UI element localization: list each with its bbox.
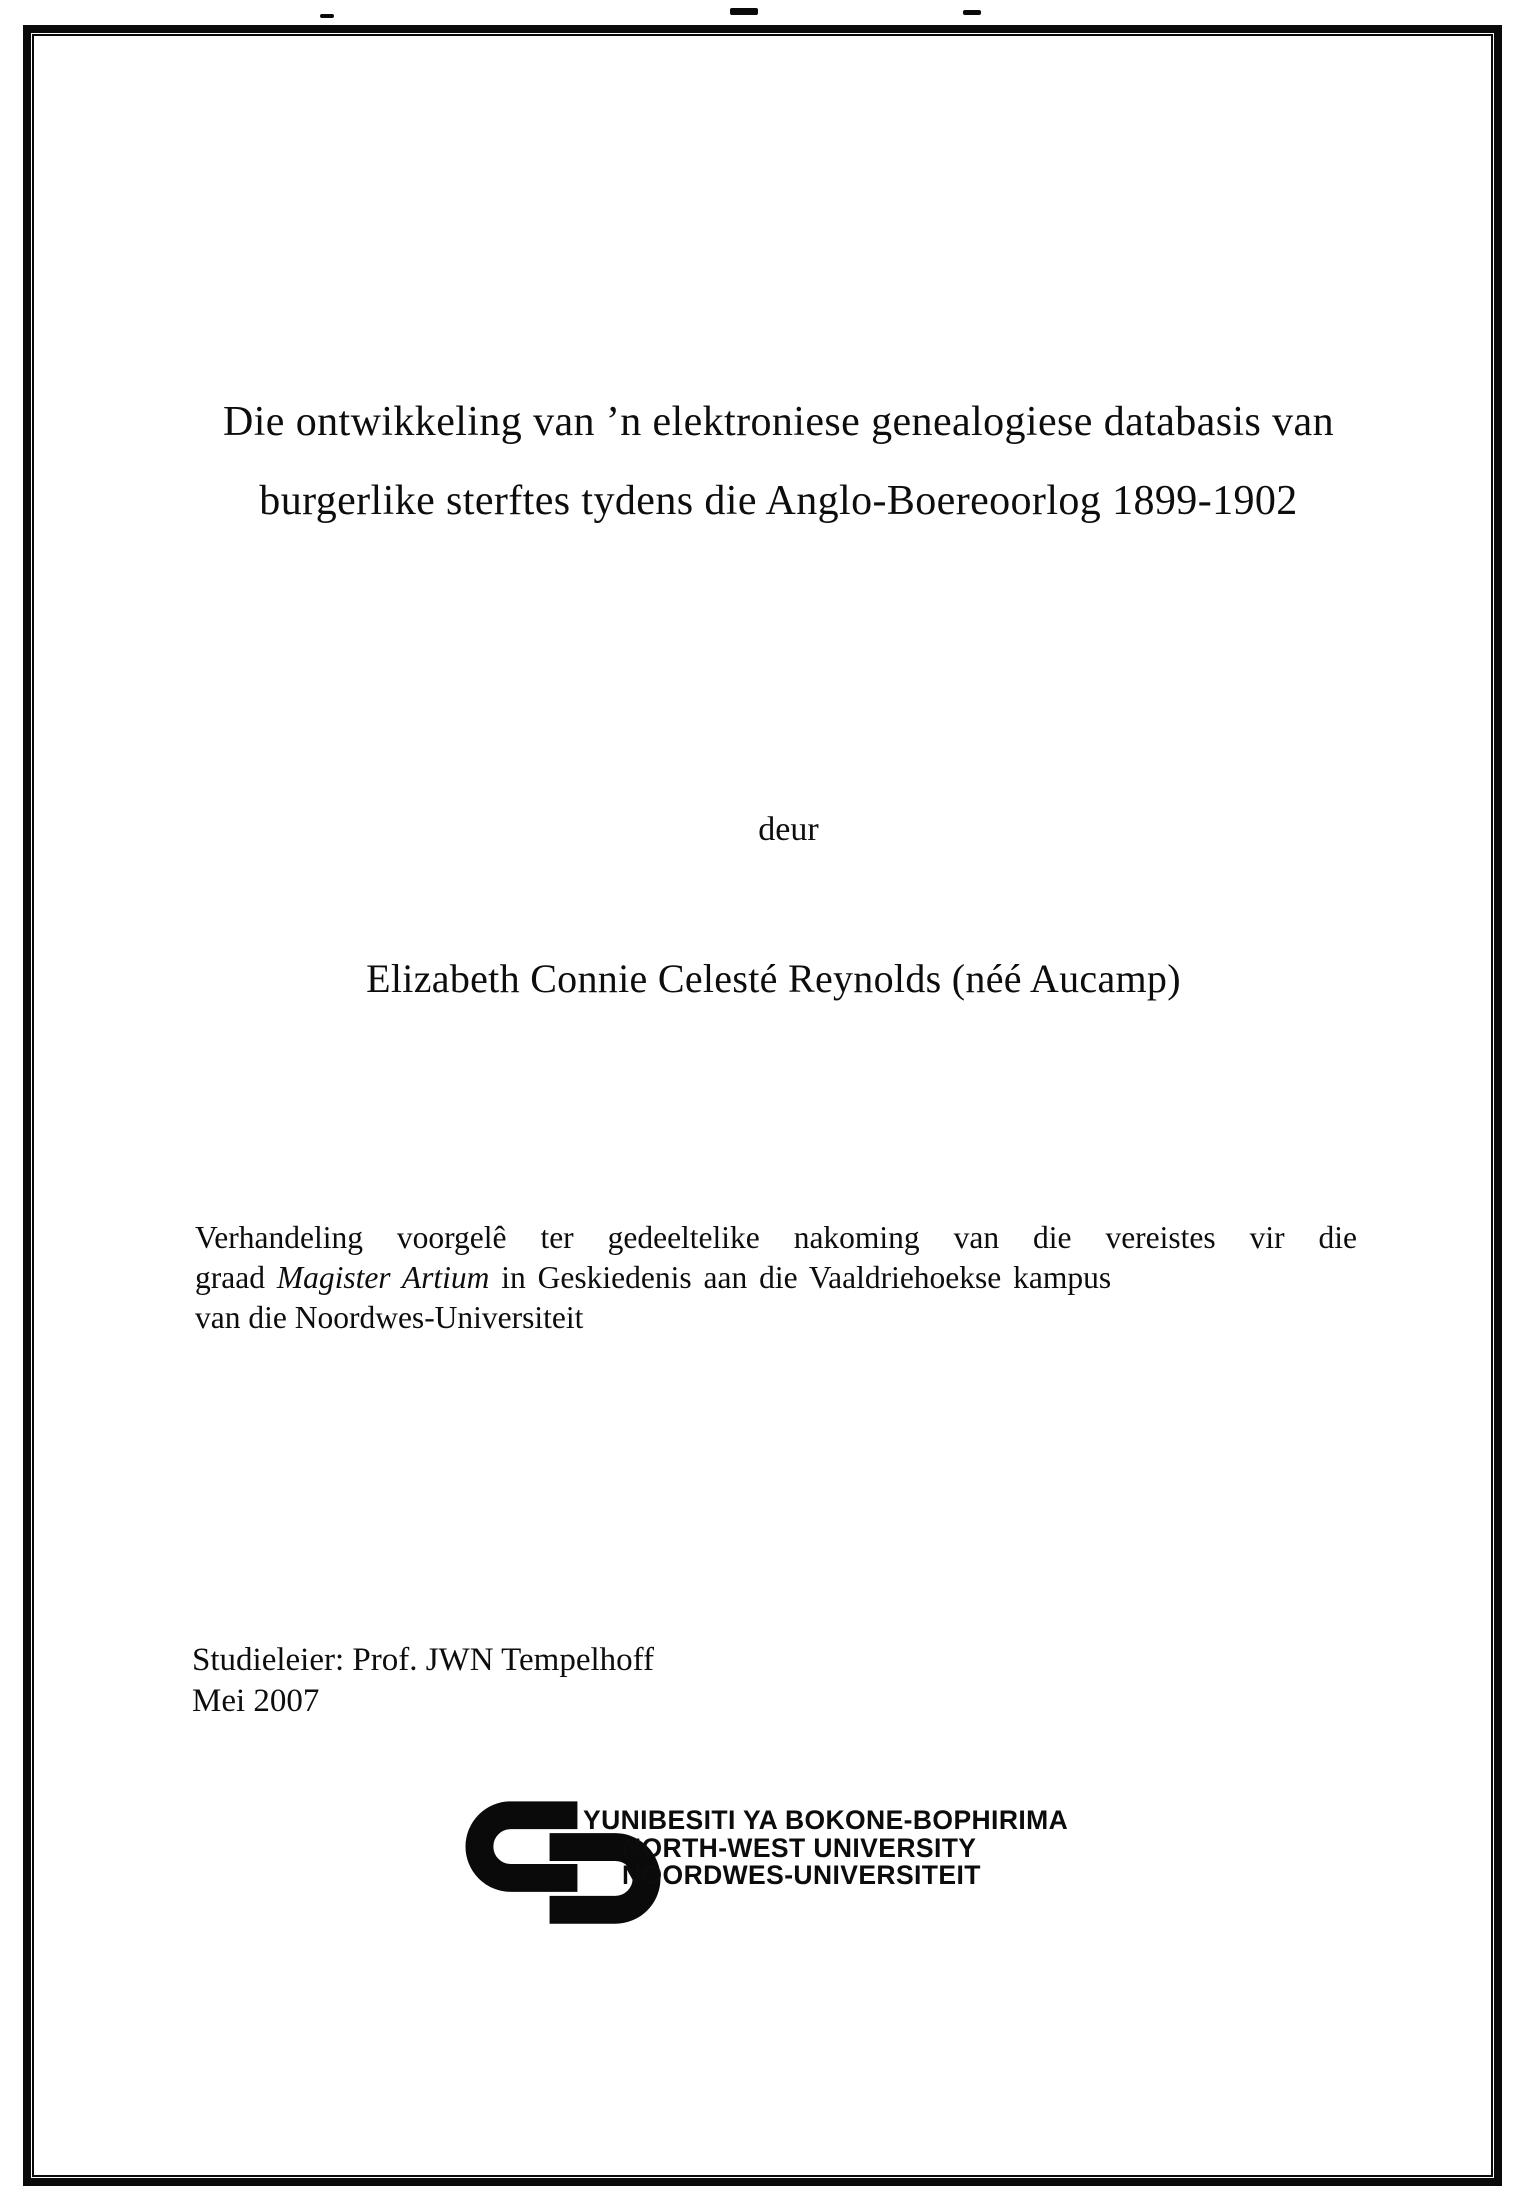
degree-statement-line-3: van die Noordwes-Universiteit <box>195 1300 584 1335</box>
degree-name-italic: Magister Artium <box>276 1260 490 1295</box>
thesis-title-line-2: burgerlike sterftes tydens die Anglo-Boereoorlog 1899-1902 <box>259 478 1298 524</box>
degree-statement <box>195 1218 1357 1338</box>
university-logo-text <box>583 1807 1068 1890</box>
degree-statement-line-2-prefix: graad <box>195 1260 265 1295</box>
scan-speck <box>730 8 758 15</box>
degree-statement-line-2-suffix: in Geskiedenis aan die Vaaldriehoekse kampus <box>501 1260 1112 1295</box>
date-line: Mei 2007 <box>192 1683 320 1719</box>
logo-text-setswana: YUNIBESITI YA BOKONE-BOPHIRIMA <box>583 1805 1069 1835</box>
scan-speck <box>320 14 334 18</box>
logo-text-english: NORTH-WEST UNIVERSITY <box>622 1832 977 1863</box>
thesis-title <box>40 383 1517 541</box>
author-name: Elizabeth Connie Celesté Reynolds (néé Aucamp) <box>366 956 1181 1001</box>
thesis-title-line-1: Die ontwikkeling van ’n elektroniese genealogiese databasis van <box>222 399 1334 445</box>
scan-speck <box>963 10 981 15</box>
degree-statement-line-2 <box>195 1258 1357 1298</box>
supervisor-line: Studieleier: Prof. JWN Tempelhoff <box>192 1642 655 1678</box>
byline-label: deur <box>758 811 819 848</box>
supervisor-block <box>192 1640 654 1722</box>
university-logo <box>465 1801 1105 1961</box>
logo-text-afrikaans: NOORDWES-UNIVERSITEIT <box>622 1860 981 1890</box>
degree-statement-line-1: Verhandeling voorgelê ter gedeeltelike nakoming van die vereistes vir die <box>195 1220 1357 1255</box>
